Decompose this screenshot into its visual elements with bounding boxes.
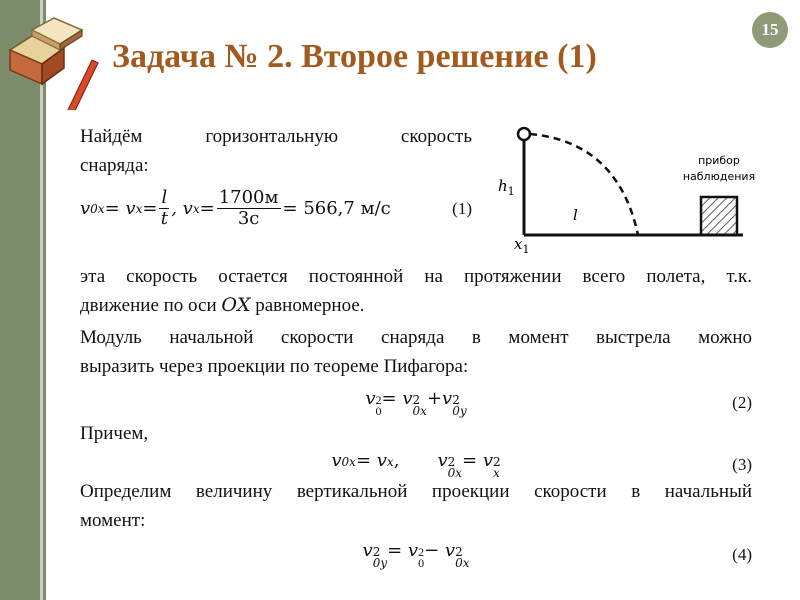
text-line: эта скорость остается постоянной на протяжении всего полета, т.к.: [80, 266, 752, 287]
formula-4: 𝑣 2 0𝑦 = 𝑣 2 0 − 𝑣 2 0𝑥 (4): [362, 540, 752, 570]
fraction-distance-over-time: $\frac{1700м}{3с}$: [218, 187, 279, 229]
intro-line: снаряда:: [80, 155, 149, 176]
trajectory-curve: [530, 134, 638, 235]
page-number-badge: 15: [752, 12, 788, 48]
text-line: Определим величину вертикальной проекции скорости в начальный: [80, 481, 752, 502]
text-line: момент:: [80, 510, 146, 531]
slide-title: Задача № 2. Второе решение (1): [112, 38, 597, 75]
intro-word: горизонтальную: [205, 126, 339, 147]
label-x1: 𝑥$_1$: [514, 235, 530, 256]
text-line: движение по оси 𝑂𝑋 равномерное.: [80, 294, 365, 316]
intro-paragraph: [80, 122, 472, 180]
equation-number: (1): [452, 198, 472, 218]
paragraph-pythagoras: [80, 323, 752, 381]
label-l: 𝑙: [573, 206, 578, 224]
formula-2: 𝑣 2 0 = 𝑣 2 0𝑥 +𝑣 2 0𝑦 (2): [365, 388, 752, 418]
cannon-point: [518, 128, 530, 140]
paragraph-velocity-constant: [80, 262, 752, 320]
books-pencil-logo-icon: [2, 10, 102, 110]
intro-word: Найдём: [80, 126, 143, 147]
label-prichem: Причем,: [80, 423, 149, 444]
paragraph-vertical-projection: [80, 477, 752, 535]
fraction-l-over-t: $\frac{\text{𝑙}}{\text{𝑡}}$: [160, 187, 168, 229]
device-label-line1: прибор: [698, 154, 740, 167]
trajectory-diagram: [490, 120, 760, 260]
text-line: выразить через проекции по теореме Пифагора:: [80, 356, 469, 377]
formula-1: 𝑣 0𝑥 = 𝑣 𝑥 = $\frac{\text{𝑙}}{\text{𝑡}}$ , 𝑣 𝑥 = $\frac{1700м}{3с}$ = 566,7 м/с (1): [80, 187, 472, 229]
equation-number: (4): [732, 544, 752, 564]
text-line: Модуль начальной скорости снаряда в момент выстрела можно: [80, 327, 752, 348]
label-h1: ℎ$_1$: [498, 177, 515, 198]
observation-device: [701, 197, 737, 235]
equation-number: (3): [732, 454, 752, 474]
equation-number: (2): [732, 392, 752, 412]
device-label-line2: наблюдения: [682, 170, 756, 183]
formula-3: 𝑣 0𝑥 = 𝑣 𝑥 , 𝑣 2 0𝑥 = 𝑣 2 𝑥 (3): [331, 450, 752, 480]
intro-word: скорость: [400, 126, 472, 147]
